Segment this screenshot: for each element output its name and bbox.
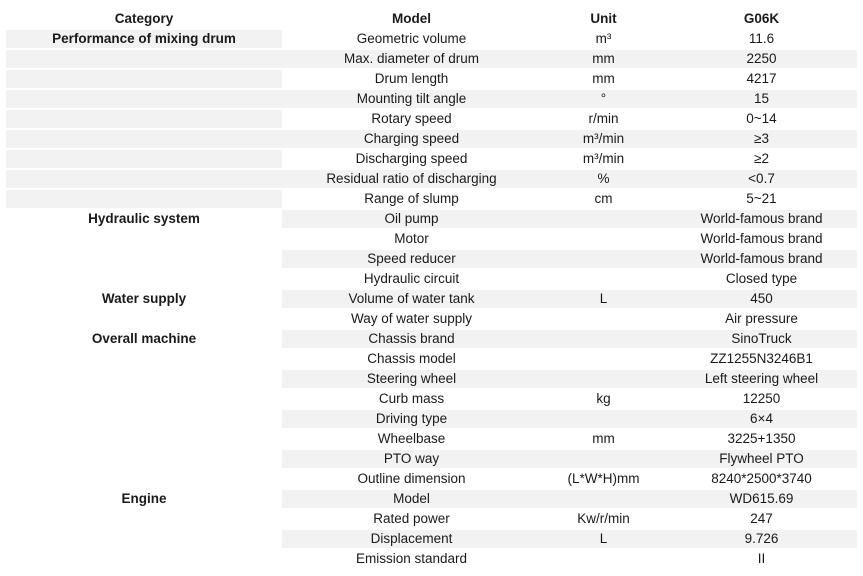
model-cell: Driving type <box>282 410 541 428</box>
unit-cell: mm <box>592 71 615 86</box>
table-row <box>6 250 857 268</box>
value-cell: 6×4 <box>666 410 857 428</box>
value-cell: <0.7 <box>666 170 857 188</box>
unit-cell: (L*W*H)mm <box>567 471 640 486</box>
category-spacer <box>6 150 282 168</box>
category-spacer <box>6 110 282 128</box>
table-row <box>6 550 857 568</box>
model-cell: Model <box>282 490 541 508</box>
table-row <box>6 350 857 368</box>
category-label: Performance of mixing drum <box>6 30 282 48</box>
value-cell: 9.726 <box>666 530 857 548</box>
value-cell: ≥2 <box>754 151 769 166</box>
unit-cell: Kw/r/min <box>577 511 630 526</box>
category-spacer <box>6 470 282 488</box>
table-row <box>6 530 857 548</box>
model-cell: PTO way <box>282 450 541 468</box>
category-spacer <box>6 410 282 428</box>
unit-cell <box>541 330 666 348</box>
model-cell: Range of slump <box>364 191 459 206</box>
table-row <box>6 370 857 388</box>
category-spacer <box>6 70 282 88</box>
model-cell: Volume of water tank <box>282 290 541 308</box>
table-row <box>6 290 857 308</box>
spec-table <box>6 8 857 570</box>
header-row <box>6 10 857 28</box>
model-cell: Displacement <box>282 530 541 548</box>
unit-cell <box>541 270 666 288</box>
category-spacer <box>6 370 282 388</box>
category-spacer <box>6 130 282 148</box>
category-spacer <box>6 50 282 68</box>
table-row <box>6 510 857 528</box>
model-cell: Charging speed <box>282 130 541 148</box>
unit-cell <box>541 310 666 328</box>
value-cell: World-famous brand <box>666 210 857 228</box>
table-row <box>6 470 857 488</box>
table-row <box>6 330 857 348</box>
unit-cell <box>541 250 666 268</box>
value-cell: 0~14 <box>746 111 777 126</box>
value-cell: 8240*2500*3740 <box>711 471 812 486</box>
spec-body <box>6 30 857 568</box>
table-row <box>6 90 857 108</box>
model-cell: Oil pump <box>282 210 541 228</box>
value-cell: WD615.69 <box>666 490 857 508</box>
table-row <box>6 130 857 148</box>
unit-cell: m³/min <box>541 130 666 148</box>
model-cell: Discharging speed <box>355 151 468 166</box>
model-cell: Outline dimension <box>357 471 466 486</box>
value-cell: Flywheel PTO <box>666 450 857 468</box>
table-row <box>6 190 857 208</box>
model-cell: Rated power <box>373 511 450 526</box>
model-cell: Rotary speed <box>371 111 452 126</box>
value-cell: 4217 <box>746 71 777 86</box>
category-spacer <box>6 190 282 208</box>
category-spacer <box>6 350 282 368</box>
header-unit: Unit <box>590 11 617 26</box>
table-row <box>6 430 857 448</box>
table-row <box>6 30 857 48</box>
table-row <box>6 310 857 328</box>
table-row <box>6 410 857 428</box>
category-label: Hydraulic system <box>88 211 200 226</box>
category-spacer <box>6 230 282 248</box>
model-cell: Mounting tilt angle <box>282 90 541 108</box>
value-cell: 15 <box>666 90 857 108</box>
value-cell: Left steering wheel <box>666 370 857 388</box>
model-cell: Emission standard <box>355 551 468 566</box>
unit-cell: cm <box>594 191 613 206</box>
unit-cell <box>541 450 666 468</box>
model-cell: Chassis model <box>367 351 456 366</box>
unit-cell: kg <box>596 391 611 406</box>
value-cell: ≥3 <box>666 130 857 148</box>
category-spacer <box>6 430 282 448</box>
value-cell: II <box>757 551 766 566</box>
table-row <box>6 490 857 508</box>
value-cell: 450 <box>666 290 857 308</box>
model-cell: Curb mass <box>378 391 445 406</box>
value-cell: ZZ1255N3246B1 <box>710 351 813 366</box>
value-cell: 247 <box>750 511 773 526</box>
unit-cell: r/min <box>588 111 619 126</box>
category-spacer <box>6 170 282 188</box>
model-cell: Wheelbase <box>377 431 446 446</box>
unit-cell <box>541 410 666 428</box>
table-row <box>6 450 857 468</box>
category-spacer <box>6 530 282 548</box>
category-spacer <box>6 510 282 528</box>
category-spacer <box>6 270 282 288</box>
model-cell: Motor <box>394 231 429 246</box>
unit-cell: L <box>541 530 666 548</box>
table-row <box>6 210 857 228</box>
table-row <box>6 170 857 188</box>
model-cell: Way of water supply <box>350 311 473 326</box>
unit-cell <box>541 350 666 368</box>
unit-cell: m³ <box>595 31 612 46</box>
unit-cell: mm <box>592 431 615 446</box>
unit-cell <box>541 550 666 568</box>
table-row <box>6 390 857 408</box>
value-cell: 12250 <box>742 391 781 406</box>
table-row <box>6 110 857 128</box>
header-value: G06K <box>743 11 780 26</box>
category-spacer <box>6 250 282 268</box>
value-cell: Closed type <box>725 271 798 286</box>
table-row <box>6 150 857 168</box>
model-cell: Max. diameter of drum <box>282 50 541 68</box>
table-row <box>6 70 857 88</box>
model-cell: Drum length <box>374 71 449 86</box>
value-cell: 5~21 <box>746 191 777 206</box>
category-spacer <box>6 550 282 568</box>
value-cell: 2250 <box>666 50 857 68</box>
unit-cell <box>541 490 666 508</box>
model-cell: Residual ratio of discharging <box>282 170 541 188</box>
unit-cell <box>541 370 666 388</box>
category-spacer <box>6 390 282 408</box>
table-row <box>6 50 857 68</box>
model-cell: Geometric volume <box>356 31 467 46</box>
category-label: Overall machine <box>91 331 197 346</box>
unit-cell: m³/min <box>582 151 625 166</box>
category-spacer <box>6 90 282 108</box>
unit-cell: ° <box>541 90 666 108</box>
category-spacer <box>6 450 282 468</box>
header-model: Model <box>392 11 431 26</box>
table-row <box>6 270 857 288</box>
value-cell: World-famous brand <box>700 231 823 246</box>
value-cell: SinoTruck <box>666 330 857 348</box>
model-cell: Steering wheel <box>282 370 541 388</box>
category-spacer <box>6 310 282 328</box>
unit-cell <box>541 210 666 228</box>
value-cell: 11.6 <box>748 31 775 46</box>
unit-cell: mm <box>541 50 666 68</box>
value-cell: 3225+1350 <box>727 431 796 446</box>
category-label: Engine <box>121 491 167 506</box>
value-cell: Air pressure <box>725 311 798 326</box>
header-category: Category <box>114 11 174 26</box>
table-row <box>6 230 857 248</box>
model-cell: Hydraulic circuit <box>363 271 460 286</box>
unit-cell <box>541 230 666 248</box>
unit-cell: % <box>541 170 666 188</box>
model-cell: Speed reducer <box>282 250 541 268</box>
category-label: Water supply <box>101 291 187 306</box>
value-cell: World-famous brand <box>666 250 857 268</box>
model-cell: Chassis brand <box>282 330 541 348</box>
unit-cell: L <box>541 290 666 308</box>
